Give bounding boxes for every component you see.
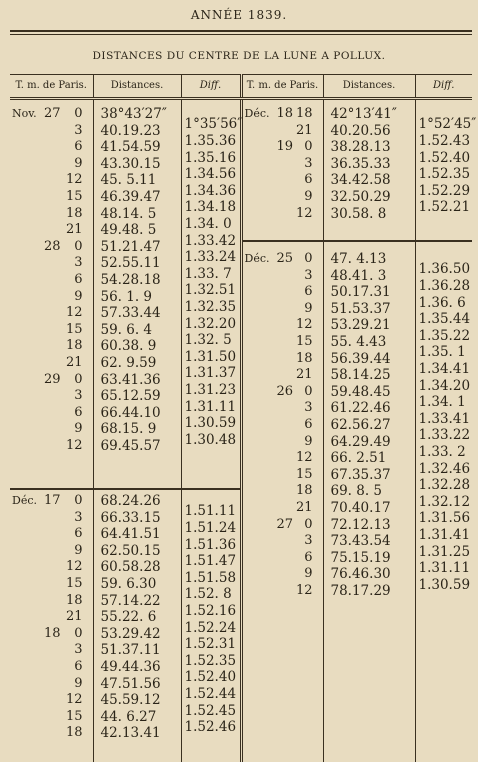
distance-value: 65.12.59 [100,388,161,405]
time-hour: 9 [304,566,313,582]
title-rule-thin [10,34,472,35]
distance-value: 56.39.44 [330,350,391,367]
time-hour: 18 [295,106,313,121]
time-hour: 0 [74,625,83,641]
difference-value: 1.36.50 [418,261,471,278]
difference-value: 1.31.23 [184,381,237,398]
difference-value: 1.32.20 [184,315,237,332]
time-hour: 12 [65,172,83,188]
time-hour: 6 [304,417,313,432]
right-distance-column [324,100,415,762]
time-hour: 9 [74,542,83,558]
time-hour: 3 [304,400,313,416]
distance-value: 69. 8. 5 [330,483,383,500]
time-hour: 18 [295,350,313,366]
time-hour: 21 [65,222,83,238]
difference-value: 1.33.22 [418,427,471,444]
difference-value: 1.30.48 [184,431,237,448]
title-rule [10,30,472,32]
left-distance-header: Distances. [93,75,181,99]
distance-value: 48.14. 5 [100,205,157,222]
time-hour: 0 [304,383,313,399]
difference-value: 1.34. 0 [184,215,232,232]
time-hour: 18 [65,725,83,741]
distance-value: 60.38. 9 [100,338,157,355]
left-time-column [10,100,93,762]
time-hour: 0 [74,371,83,387]
difference-value: 1.33. 7 [184,265,232,282]
block-separator [182,488,240,490]
time-hour: 6 [304,549,313,565]
difference-value: 1.33.42 [184,232,237,249]
distance-value: 76.46.30 [330,566,391,583]
time-hour: 9 [74,675,83,691]
distance-value: 45. 5.11 [100,172,157,189]
difference-value: 1.30.59 [184,415,237,432]
time-hour: 15 [65,189,83,204]
time-day: 28 [44,238,61,254]
time-hour: 21 [65,355,83,370]
left-diff-header: Diff. [181,75,241,99]
distance-value: 36.35.33 [330,155,391,172]
right-time-header: T. m. de Paris. [241,75,323,99]
distance-value: 57.33.44 [100,305,161,322]
time-hour: 6 [74,139,83,155]
distance-value: 47. 4.13 [330,251,387,267]
distance-table [10,74,477,762]
time-hour: 12 [65,438,83,453]
distance-value: 55. 4.43 [330,334,387,350]
distance-value: 62.56.27 [330,417,391,433]
difference-value: 1.51.11 [184,503,237,520]
difference-value: 1.35.36 [184,132,237,149]
distance-value: 54.28.18 [100,272,161,288]
distance-value: 66.44.10 [100,404,161,421]
distance-value: 56. 1. 9 [100,288,153,305]
difference-value: 1.35.22 [418,327,471,344]
time-hour: 0 [74,106,83,121]
distance-value: 59. 6.30 [100,576,157,592]
difference-value: 1.32.35 [184,298,237,315]
distance-value: 75.15.19 [330,549,391,566]
distance-value: 43.30.15 [100,155,161,172]
distance-value: 64.29.49 [330,433,391,450]
time-hour: 3 [304,267,313,283]
time-hour: 21 [295,122,313,138]
distance-value: 68.24.26 [100,493,161,509]
distance-value: 38°43′27″ [100,106,167,122]
time-day: 25 [276,251,294,266]
time-hour: 12 [295,205,313,221]
time-hour: 12 [65,305,83,321]
distance-value: 46.39.47 [100,189,161,205]
time-hour: 9 [74,155,83,171]
difference-value: 1.52.35 [184,652,237,669]
time-hour: 21 [295,500,313,515]
difference-value: 1.32.46 [418,460,471,477]
distance-value: 63.41.36 [100,371,161,388]
difference-value: 1.31.11 [418,560,471,577]
time-hour: 15 [65,576,83,591]
time-day: 17 [44,493,61,508]
time-hour: 6 [74,659,83,674]
distance-value: 62.50.15 [100,542,161,559]
time-hour: 6 [304,284,313,300]
distance-value: 42°13′41″ [330,106,397,122]
time-hour: 18 [65,205,83,221]
time-hour: 0 [74,493,83,508]
difference-value: 1.52.46 [184,719,237,736]
difference-value: 1.31.41 [418,526,471,543]
time-hour: 0 [304,516,313,532]
right-diff-column [416,100,477,762]
difference-value: 1.52.45 [184,702,237,719]
time-month: Nov. [12,107,37,120]
time-month: Déc. [12,494,37,507]
time-hour: 15 [295,466,313,482]
distance-value: 58.14.25 [330,367,391,384]
distance-value: 68.15. 9 [100,421,157,438]
difference-value: 1.35.44 [418,311,471,328]
difference-value: 1.36. 6 [418,294,466,311]
distance-value: 55.22. 6 [100,609,157,626]
distance-value: 52.55.11 [100,255,161,272]
distance-value: 78.17.29 [330,583,391,599]
time-hour: 18 [65,592,83,608]
difference-value: 1.52.44 [184,685,237,702]
time-hour: 18 [65,338,83,354]
right-diff-header: Diff. [415,75,472,99]
time-hour: 9 [74,288,83,304]
time-hour: 12 [65,692,83,708]
difference-value: 1.52.16 [184,602,237,619]
time-hour: 15 [295,334,313,349]
time-hour: 3 [74,255,83,271]
left-time-header: T. m. de Paris. [10,75,93,99]
distance-value: 41.54.59 [100,139,161,156]
time-hour: 21 [295,367,313,383]
difference-value: 1.32.12 [418,493,471,510]
difference-value: 1.51.47 [184,553,237,570]
distance-value: 64.41.51 [100,526,161,543]
distance-value: 49.44.36 [100,659,161,675]
distance-value: 40.19.23 [100,122,161,139]
time-day: 27 [276,516,294,532]
time-hour: 0 [74,238,83,254]
distance-value: 72.12.13 [330,516,391,533]
difference-value: 1.34.56 [184,166,237,183]
difference-value: 1.33.41 [418,410,471,427]
distance-value: 38.28.13 [330,139,391,156]
time-hour: 12 [295,450,313,466]
time-hour: 12 [295,317,313,333]
time-hour: 0 [304,139,313,155]
time-hour: 15 [65,321,83,337]
distance-value: 67.35.37 [330,466,391,483]
time-hour: 3 [74,388,83,404]
difference-value: 1.31.50 [184,348,237,365]
time-day: 29 [44,371,61,387]
difference-value: 1.52.35 [418,166,471,183]
time-hour: 9 [74,421,83,437]
difference-value: 1.51.58 [184,569,237,586]
time-hour: 3 [74,122,83,138]
distance-value: 40.20.56 [330,122,391,139]
difference-value: 1.52. 8 [184,586,232,603]
distance-value: 47.51.56 [100,675,161,692]
distance-value: 57.14.22 [100,592,161,609]
time-hour: 6 [74,272,83,287]
distance-value: 48.41. 3 [330,267,387,284]
difference-value: 1.32.28 [418,477,471,494]
time-day: 18 [276,106,294,121]
difference-value: 1°35′56″ [184,116,243,133]
distance-value: 49.48. 5 [100,222,157,239]
difference-value: 1.51.24 [184,519,237,536]
distance-value: 30.58. 8 [330,205,387,222]
distance-value: 73.43.54 [330,533,391,550]
time-hour: 3 [304,533,313,549]
time-hour: 6 [74,404,83,420]
distance-value: 51.37.11 [100,642,161,659]
time-hour: 18 [295,483,313,499]
difference-value: 1.33.24 [184,249,237,266]
distance-value: 60.58.28 [100,559,161,576]
distance-value: 42.13.41 [100,725,161,742]
difference-value: 1°52′45″ [418,116,477,133]
table-subtitle: DISTANCES DU CENTRE DE LA LUNE A POLLUX. [92,50,386,62]
distance-value: 70.40.17 [330,500,391,516]
difference-value: 1.32.51 [184,282,237,299]
time-hour: 12 [65,559,83,575]
difference-value: 1.31.37 [184,365,237,382]
left-distance-column [94,100,181,762]
time-hour: 3 [74,509,83,525]
distance-value: 44. 6.27 [100,708,157,725]
difference-value: 1.34.20 [418,377,471,394]
difference-value: 1.52.40 [418,149,471,166]
time-day: 26 [276,383,294,399]
difference-value: 1.34. 1 [418,394,466,411]
distance-value: 53.29.42 [100,625,161,642]
block-separator [324,240,415,242]
block-separator [94,488,181,490]
time-hour: 6 [74,526,83,542]
block-separator [10,488,93,490]
difference-value: 1.34.36 [184,182,237,199]
difference-value: 1.31.56 [418,510,471,527]
distance-value: 50.17.31 [330,284,391,301]
difference-value: 1.31.25 [418,543,471,560]
distance-value: 53.29.21 [330,317,391,334]
time-hour: 3 [74,642,83,658]
difference-value: 1.34.41 [418,360,471,377]
distance-value: 32.50.29 [330,189,391,205]
distance-value: 62. 9.59 [100,355,157,371]
time-hour: 9 [304,433,313,449]
time-hour: 21 [65,609,83,625]
difference-value: 1.35.16 [184,149,237,166]
difference-value: 1.52.31 [184,636,237,653]
block-separator [243,240,323,242]
difference-value: 1.52.29 [418,182,471,199]
difference-value: 1.33. 2 [418,443,466,460]
difference-value: 1.51.36 [184,536,237,553]
distance-value: 66.33.15 [100,509,161,526]
right-time-column [243,100,323,762]
difference-value: 1.52.43 [418,132,471,149]
difference-value: 1.36.28 [418,277,471,294]
time-hour: 0 [304,251,313,266]
left-diff-column [182,100,243,762]
time-day: 18 [44,625,61,641]
time-month: Déc. [244,107,270,120]
time-hour: 9 [304,189,313,204]
difference-value: 1.52.40 [184,669,237,686]
difference-value: 1.32. 5 [184,332,232,349]
time-hour: 9 [304,300,313,316]
time-hour: 15 [65,708,83,724]
time-day: 19 [276,139,294,155]
block-separator [416,240,473,242]
difference-value: 1.52.21 [418,199,471,216]
time-month: Déc. [244,252,270,265]
distance-value: 59. 6. 4 [100,321,153,338]
distance-value: 61.22.46 [330,400,391,417]
distance-value: 51.21.47 [100,238,161,255]
distance-value: 51.53.37 [330,300,391,317]
right-distance-header: Distances. [323,75,415,99]
difference-value: 1.35. 1 [418,344,466,361]
distance-value: 69.45.57 [100,438,161,454]
difference-value: 1.34.18 [184,199,237,216]
distance-value: 59.48.45 [330,383,391,400]
difference-value: 1.30.59 [418,576,471,593]
time-hour: 6 [304,172,313,188]
time-hour: 3 [304,155,313,171]
distance-value: 45.59.12 [100,692,161,709]
time-day: 27 [44,106,61,121]
difference-value: 1.31.11 [184,398,237,415]
distance-value: 34.42.58 [330,172,391,189]
difference-value: 1.52.24 [184,619,237,636]
page-title: ANNÉE 1839. [190,8,288,22]
distance-value: 66. 2.51 [330,450,387,467]
time-hour: 12 [295,583,313,598]
